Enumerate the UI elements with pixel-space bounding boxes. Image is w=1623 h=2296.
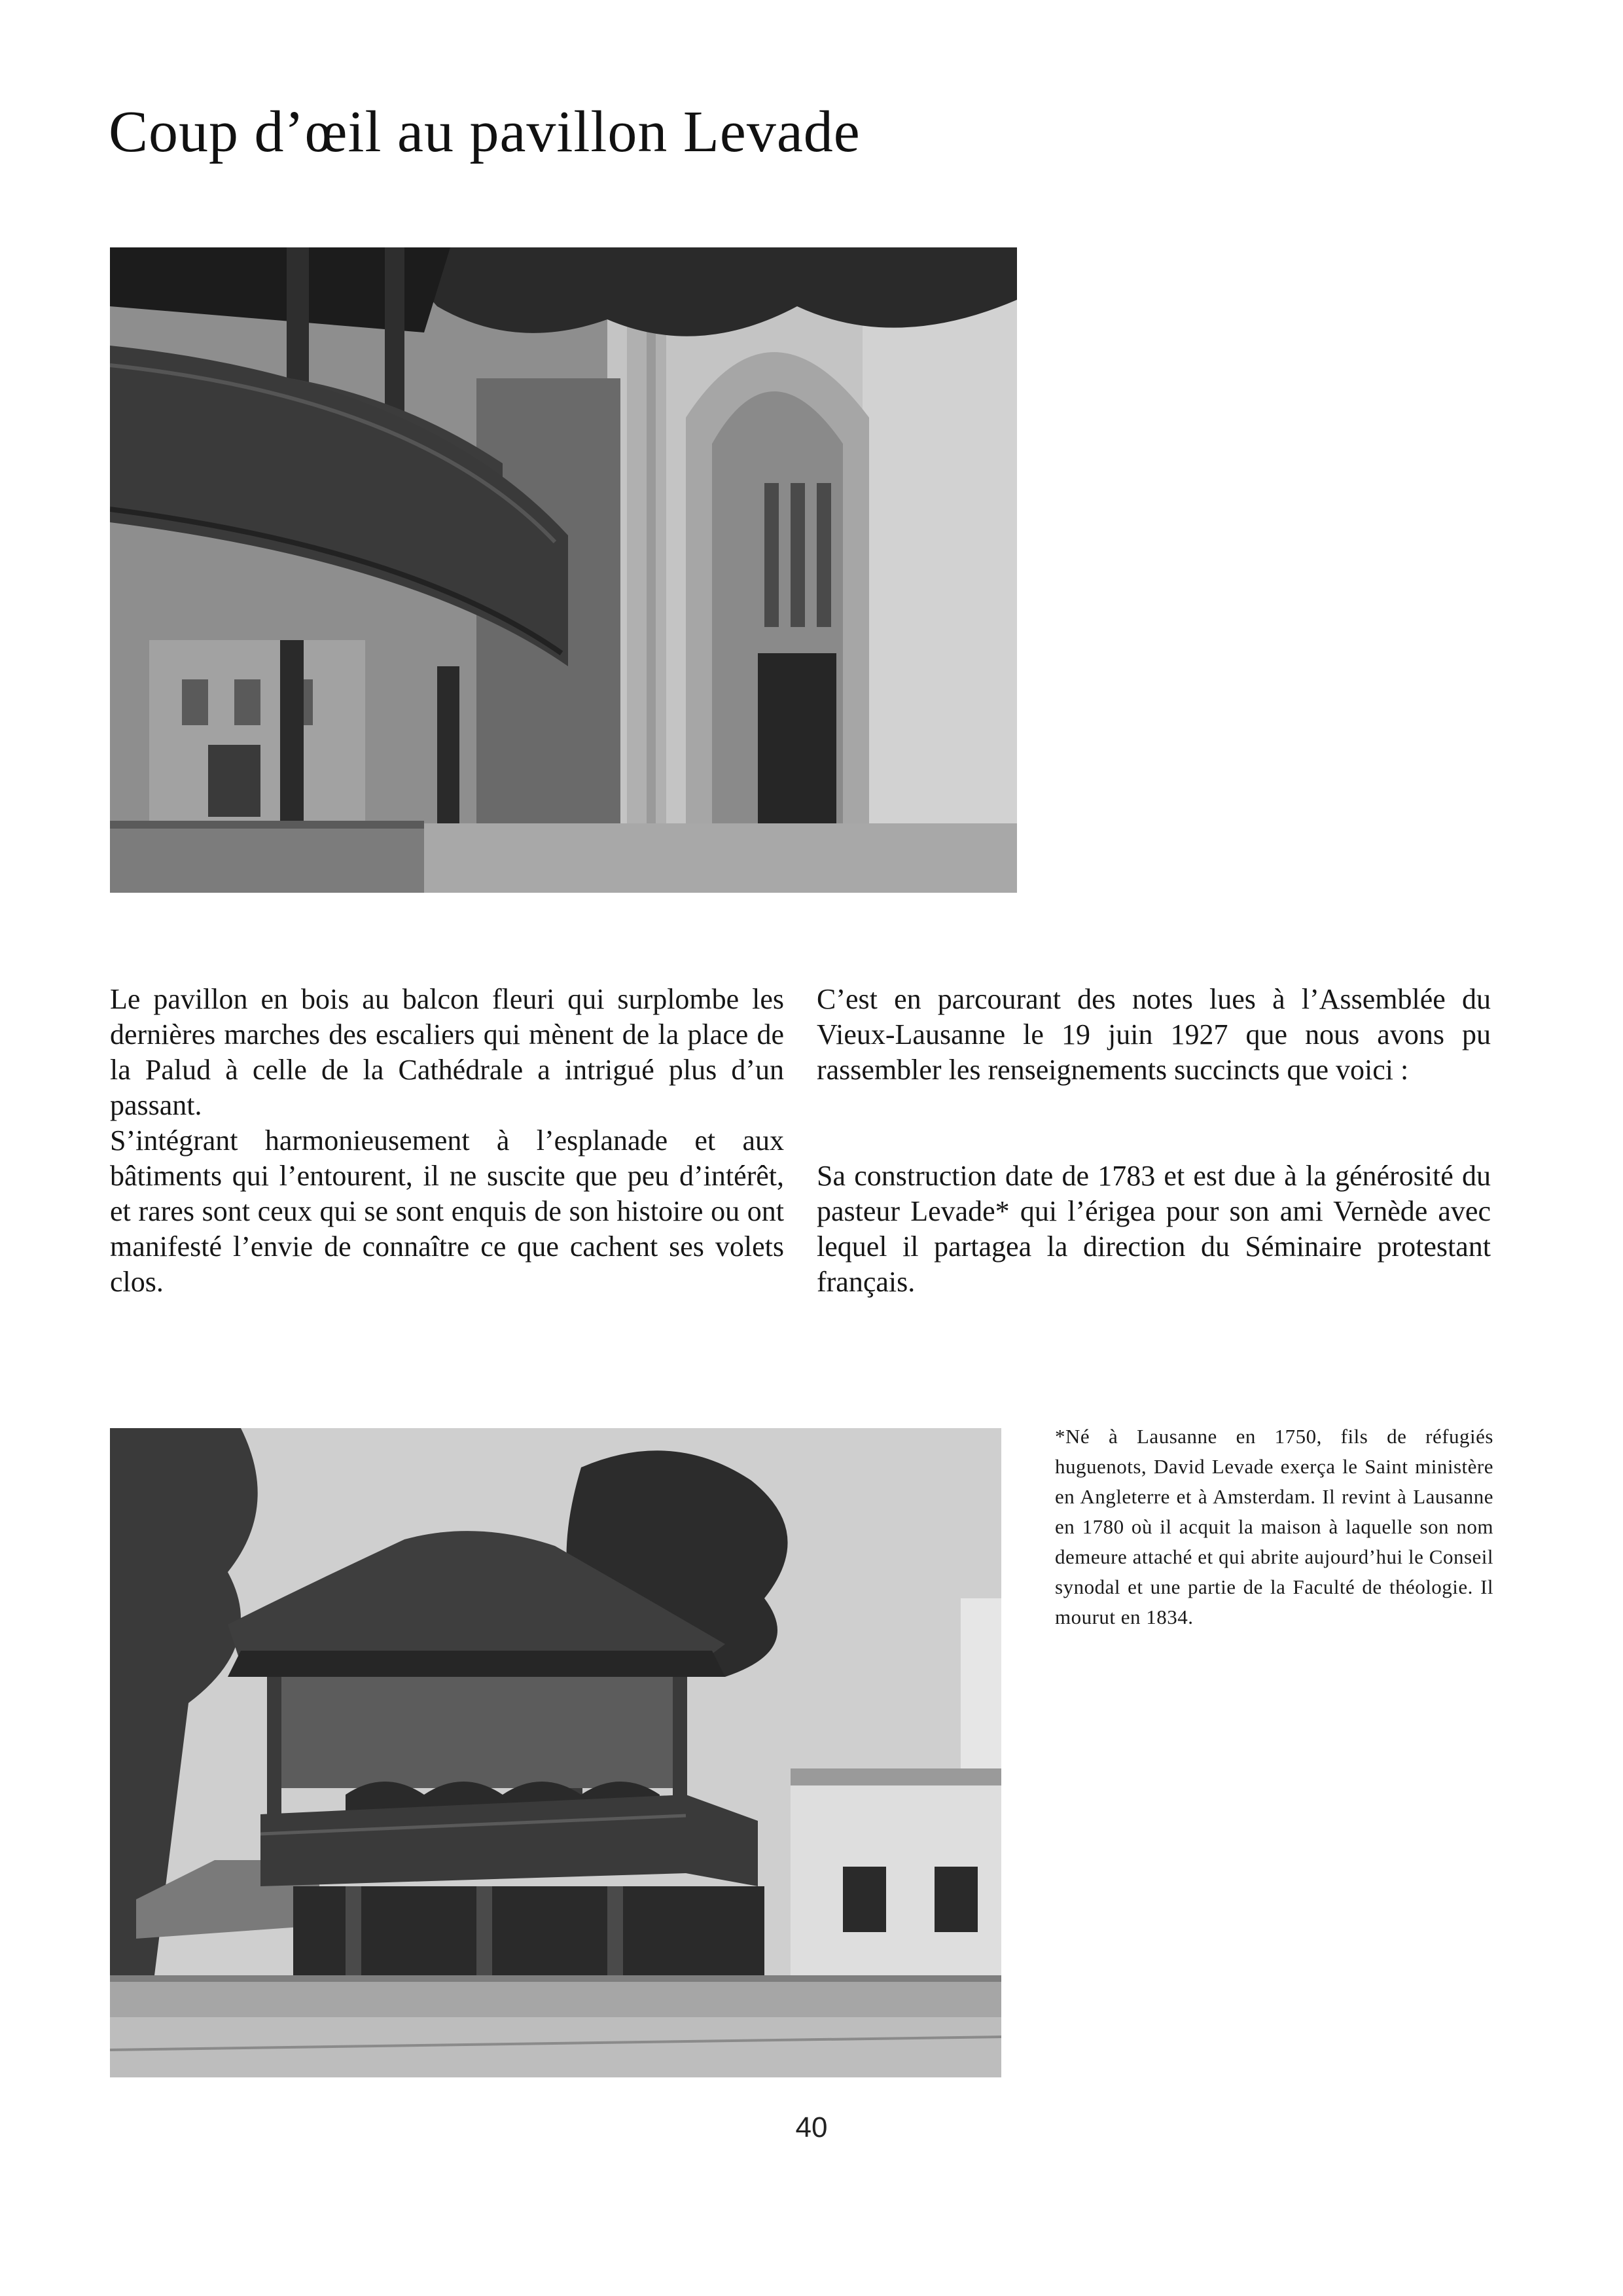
page-number: 40 xyxy=(795,2111,828,2144)
photo-top-graphic xyxy=(110,247,1017,893)
photo-pavilion-levade-exterior xyxy=(110,1428,1001,2077)
text-column-right xyxy=(817,982,1491,1300)
paragraph: C’est en parcourant des notes lues à l’Assemblée du Vieux-Lausanne le 19 juin 1927 que nous avons pu rassembler les renseignements succincts que voici : xyxy=(817,983,1491,1086)
text-column-left xyxy=(110,982,784,1300)
page-title: Coup d’œil au pavillon Levade xyxy=(109,99,861,164)
paragraph: Le pavillon en bois au balcon fleuri qui surplombe les dernières marches des escaliers qui mènent de la place de la Palud à celle de la Cathédrale a intrigué plus d’un passant. xyxy=(110,983,784,1121)
paragraph: Sa construction date de 1783 et est due à la générosité du pasteur Levade* qui l’érigea pour son ami Vernède avec lequel il partagea la direction du Séminaire protestant français. xyxy=(817,1160,1491,1298)
photo-bottom-graphic xyxy=(110,1428,1001,2077)
paragraph: S’intégrant harmonieusement à l’esplanade et aux bâtiments qui l’entourent, il ne suscite que peu d’intérêt, et rares sont ceux qui se sont enquis de son histoire ou ont manifesté l’envie de connaître ce que cachent ses volets clos. xyxy=(110,1124,784,1298)
footnote: *Né à Lausanne en 1750, fils de réfugiés huguenots, David Levade exerça le Saint ministère en Angleterre et à Amsterdam. Il revint à Lausanne en 1780 où il acquit la maison à laquelle son nom demeure attaché et qui abrite aujourd’hui le Conseil synodal et une partie de la Faculté de théologie. Il mourut en 1834. xyxy=(1055,1425,1493,1628)
photo-pavilion-balcony-and-cathedral-portal xyxy=(110,247,1017,893)
